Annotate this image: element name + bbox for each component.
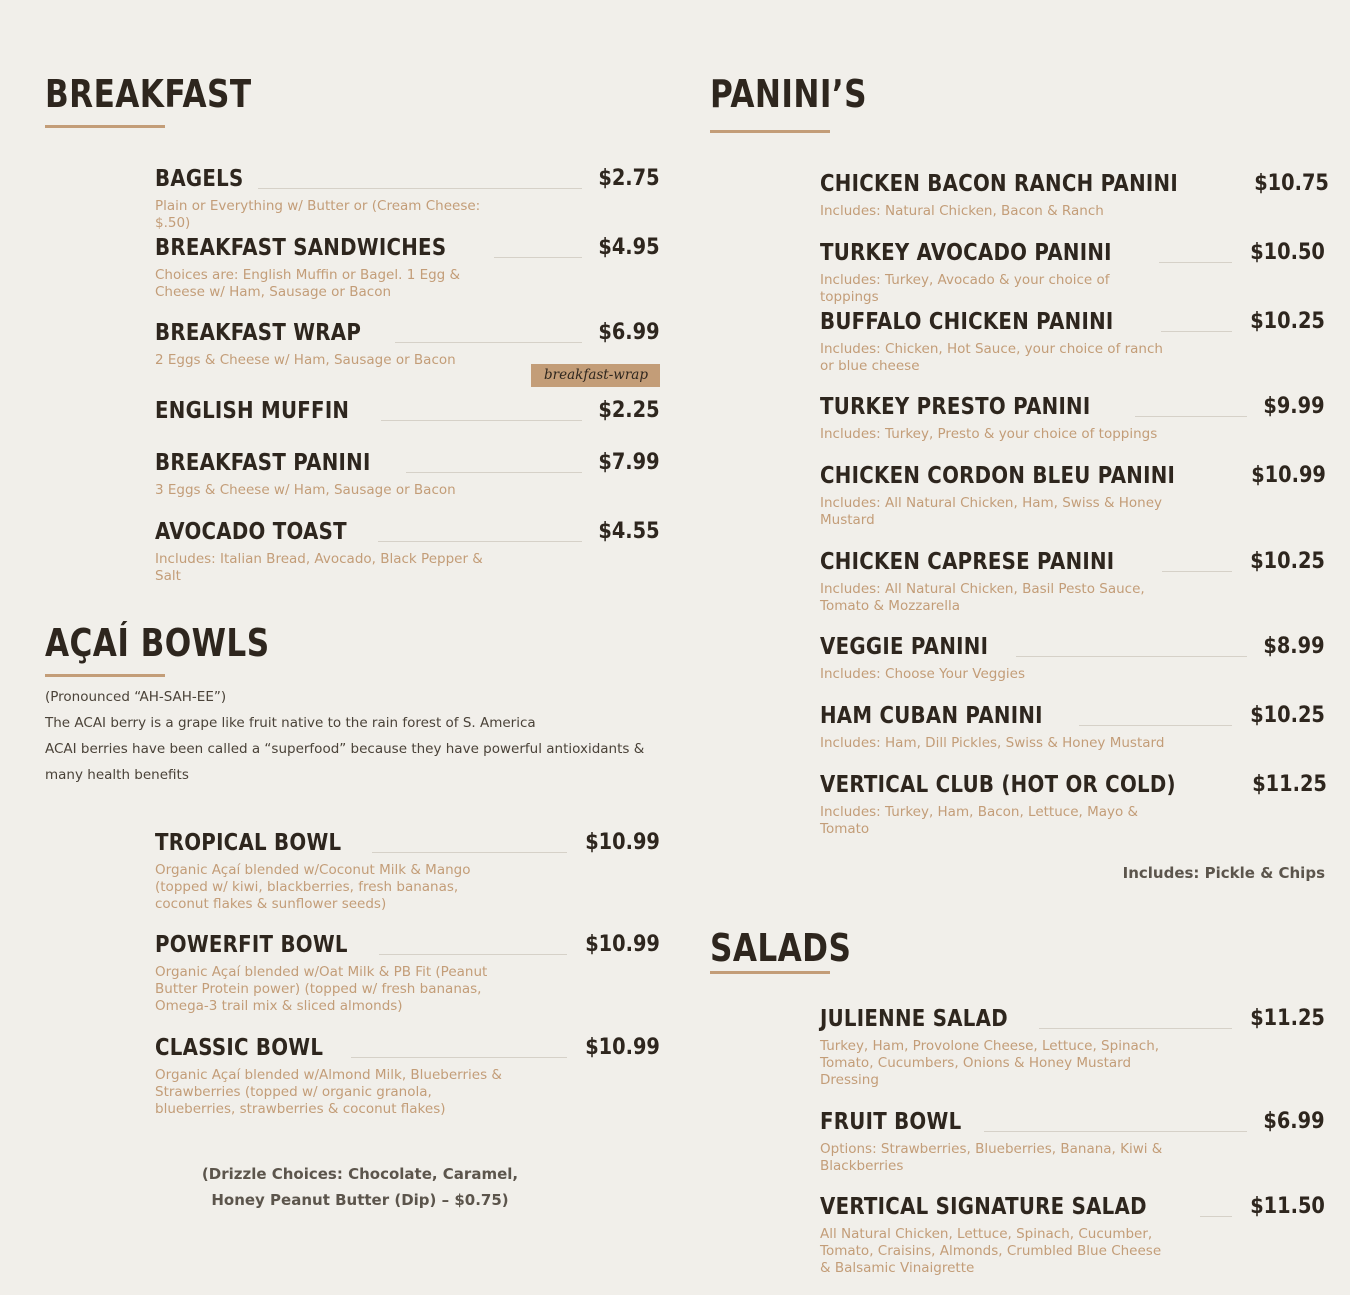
dot-leader — [1016, 655, 1248, 657]
item-name: BREAKFAST SANDWICHES — [155, 235, 447, 261]
item-name: BAGELS — [155, 166, 244, 192]
menu-item — [820, 1108, 1325, 1175]
item-description: Includes: Chicken, Hot Sauce, your choice of ranch or blue cheese — [820, 341, 1163, 374]
dot-leader — [1200, 1215, 1232, 1217]
item-price: $9.99 — [1263, 394, 1325, 419]
item-price: $11.25 — [1251, 772, 1327, 797]
intro-line: ACAI berries have been called a “superfood” because they have powerful antioxidants & many health benefits — [45, 741, 645, 783]
item-name: VEGGIE PANINI — [820, 634, 989, 660]
menu-item — [820, 170, 1330, 220]
item-description: Includes: Italian Bread, Avocado, Black Pepper & Salt — [155, 551, 483, 584]
item-name: CHICKEN CORDON BLEU PANINI — [820, 463, 1176, 489]
item-description: Organic Açaí blended w/Coconut Milk & Mango (topped w/ kiwi, blackberries, fresh bananas, coconut flakes & sunflower seeds) — [155, 862, 471, 912]
item-price: $10.50 — [1250, 240, 1325, 265]
dot-leader — [372, 851, 567, 853]
acai-section — [45, 621, 660, 677]
menu-item — [820, 1193, 1325, 1277]
item-name: TURKEY AVOCADO PANINI — [820, 240, 1112, 266]
dot-leader — [1039, 1027, 1233, 1029]
item-name: HAM CUBAN PANINI — [820, 703, 1043, 729]
dot-leader — [494, 256, 583, 258]
item-description: 3 Eggs & Cheese w/ Ham, Sausage or Bacon — [155, 482, 456, 498]
item-description: Plain or Everything w/ Butter or (Cream Cheese: $.50) — [155, 198, 481, 231]
item-price: $10.25 — [1250, 549, 1325, 574]
drizzle-note: (Drizzle Choices: Chocolate, Caramel, Honey Peanut Butter (Dip) – $0.75) — [201, 1165, 519, 1209]
section-divider — [45, 674, 165, 677]
menu-item — [820, 462, 1325, 529]
item-price: $11.25 — [1250, 1006, 1325, 1031]
item-name: VERTICAL CLUB (HOT OR COLD) — [820, 772, 1176, 798]
dot-leader — [395, 341, 583, 343]
item-description: Includes: Turkey, Ham, Bacon, Lettuce, Mayo & Tomato — [820, 804, 1139, 837]
menu-item — [155, 1034, 660, 1118]
menu-item — [155, 829, 660, 913]
dot-leader — [379, 953, 567, 955]
item-name: POWERFIT BOWL — [155, 932, 348, 958]
item-description: Choices are: English Muffin or Bagel. 1 Egg & Cheese w/ Ham, Sausage or Bacon — [155, 267, 461, 300]
dot-leader — [1135, 415, 1248, 417]
item-description: All Natural Chicken, Lettuce, Spinach, Cucumber, Tomato, Craisins, Almonds, Crumbled Blue Cheese & Balsamic Vinaigrette — [820, 1226, 1162, 1276]
salads-title: SALADS — [710, 926, 852, 970]
salads-section — [710, 926, 1325, 974]
dot-leader — [351, 1056, 568, 1058]
menu-item — [820, 702, 1325, 752]
intro-line: The ACAI berry is a grape like fruit native to the rain forest of S. America — [45, 715, 536, 731]
item-description: Turkey, Ham, Provolone Cheese, Lettuce, Spinach, Tomato, Cucumbers, Onions & Honey Mustard Dressing — [820, 1038, 1160, 1088]
item-name: BREAKFAST PANINI — [155, 450, 371, 476]
section-divider — [710, 130, 830, 133]
item-description: 2 Eggs & Cheese w/ Ham, Sausage or Bacon — [155, 352, 456, 368]
menu-item — [155, 397, 660, 425]
dot-leader — [378, 540, 582, 542]
menu-item — [820, 308, 1325, 375]
item-description: Includes: Turkey, Avocado & your choice of toppings — [820, 272, 1110, 305]
item-name: CHICKEN BACON RANCH PANINI — [820, 171, 1178, 197]
menu-item — [155, 449, 660, 499]
item-description: Organic Açaí blended w/Almond Milk, Blueberries & Strawberries (topped w/ organic granola, blueberries, strawberries & coconut flakes) — [155, 1067, 502, 1117]
item-price: $2.75 — [598, 166, 660, 191]
section-divider — [710, 971, 830, 974]
paninis-section — [710, 72, 1325, 133]
breakfast-section — [45, 72, 660, 128]
dot-leader — [381, 419, 583, 421]
menu-item — [155, 234, 660, 301]
dot-leader — [984, 1130, 1247, 1132]
item-name: AVOCADO TOAST — [155, 519, 347, 545]
dot-leader — [258, 187, 582, 189]
dot-leader — [1162, 570, 1232, 572]
item-price: $6.99 — [598, 320, 660, 345]
item-description: Includes: Ham, Dill Pickles, Swiss & Honey Mustard — [820, 735, 1165, 751]
item-price: $2.25 — [598, 398, 660, 423]
item-tag-badge[interactable]: breakfast-wrap — [531, 364, 660, 387]
menu-item — [155, 165, 660, 232]
item-price: $10.25 — [1250, 703, 1325, 728]
menu-item — [155, 319, 660, 383]
item-price: $10.99 — [1251, 463, 1326, 488]
item-price: $10.99 — [585, 830, 660, 855]
item-description: Includes: All Natural Chicken, Basil Pesto Sauce, Tomato & Mozzarella — [820, 581, 1145, 614]
item-description: Includes: Natural Chicken, Bacon & Ranch — [820, 203, 1104, 219]
item-price: $10.25 — [1250, 309, 1325, 334]
dot-leader — [1079, 724, 1232, 726]
sides-note: Includes: Pickle & Chips — [1122, 864, 1325, 882]
item-price: $8.99 — [1263, 634, 1325, 659]
item-name: BUFFALO CHICKEN PANINI — [820, 309, 1114, 335]
item-description: Organic Açaí blended w/Oat Milk & PB Fit (Peanut Butter Protein power) (topped w/ fresh bananas, Omega-3 trail mix & sliced almonds) — [155, 964, 488, 1014]
item-price: $11.50 — [1250, 1194, 1325, 1219]
item-price: $10.99 — [585, 1035, 660, 1060]
item-name: ENGLISH MUFFIN — [155, 398, 350, 424]
item-description: Options: Strawberries, Blueberries, Banana, Kiwi & Blackberries — [820, 1141, 1163, 1174]
item-name: JULIENNE SALAD — [820, 1006, 1008, 1032]
item-name: TROPICAL BOWL — [155, 830, 342, 856]
item-price: $10.99 — [585, 932, 660, 957]
item-price: $4.95 — [598, 235, 660, 260]
dot-leader — [1161, 330, 1232, 332]
acai-intro — [45, 684, 660, 788]
menu-item — [820, 771, 1325, 838]
menu-item — [820, 393, 1325, 443]
menu-item — [155, 518, 660, 585]
item-price: $7.99 — [598, 450, 660, 475]
item-name: TURKEY PRESTO PANINI — [820, 394, 1091, 420]
item-price: $4.55 — [598, 519, 660, 544]
section-divider — [45, 125, 165, 128]
intro-line: (Pronounced “AH-SAH-EE”) — [45, 689, 227, 705]
acai-title: AÇAÍ BOWLS — [45, 621, 270, 665]
item-name: BREAKFAST WRAP — [155, 320, 362, 346]
item-name: CLASSIC BOWL — [155, 1035, 324, 1061]
menu-item — [155, 931, 660, 1015]
item-name: FRUIT BOWL — [820, 1109, 962, 1135]
menu-item — [820, 239, 1325, 306]
item-price: $10.75 — [1254, 171, 1330, 196]
menu-item — [820, 548, 1325, 615]
item-description: Includes: All Natural Chicken, Ham, Swiss & Honey Mustard — [820, 495, 1163, 528]
paninis-title: PANINI’S — [710, 72, 868, 116]
menu-item — [820, 1005, 1325, 1089]
menu-item — [820, 633, 1325, 683]
dot-leader — [406, 471, 583, 473]
item-price: $6.99 — [1263, 1109, 1325, 1134]
dot-leader — [1159, 261, 1232, 263]
item-description: Includes: Choose Your Veggies — [820, 666, 1025, 682]
item-description: Includes: Turkey, Presto & your choice of toppings — [820, 426, 1158, 442]
item-name: VERTICAL SIGNATURE SALAD — [820, 1194, 1147, 1220]
item-name: CHICKEN CAPRESE PANINI — [820, 549, 1115, 575]
breakfast-title: BREAKFAST — [45, 72, 252, 116]
